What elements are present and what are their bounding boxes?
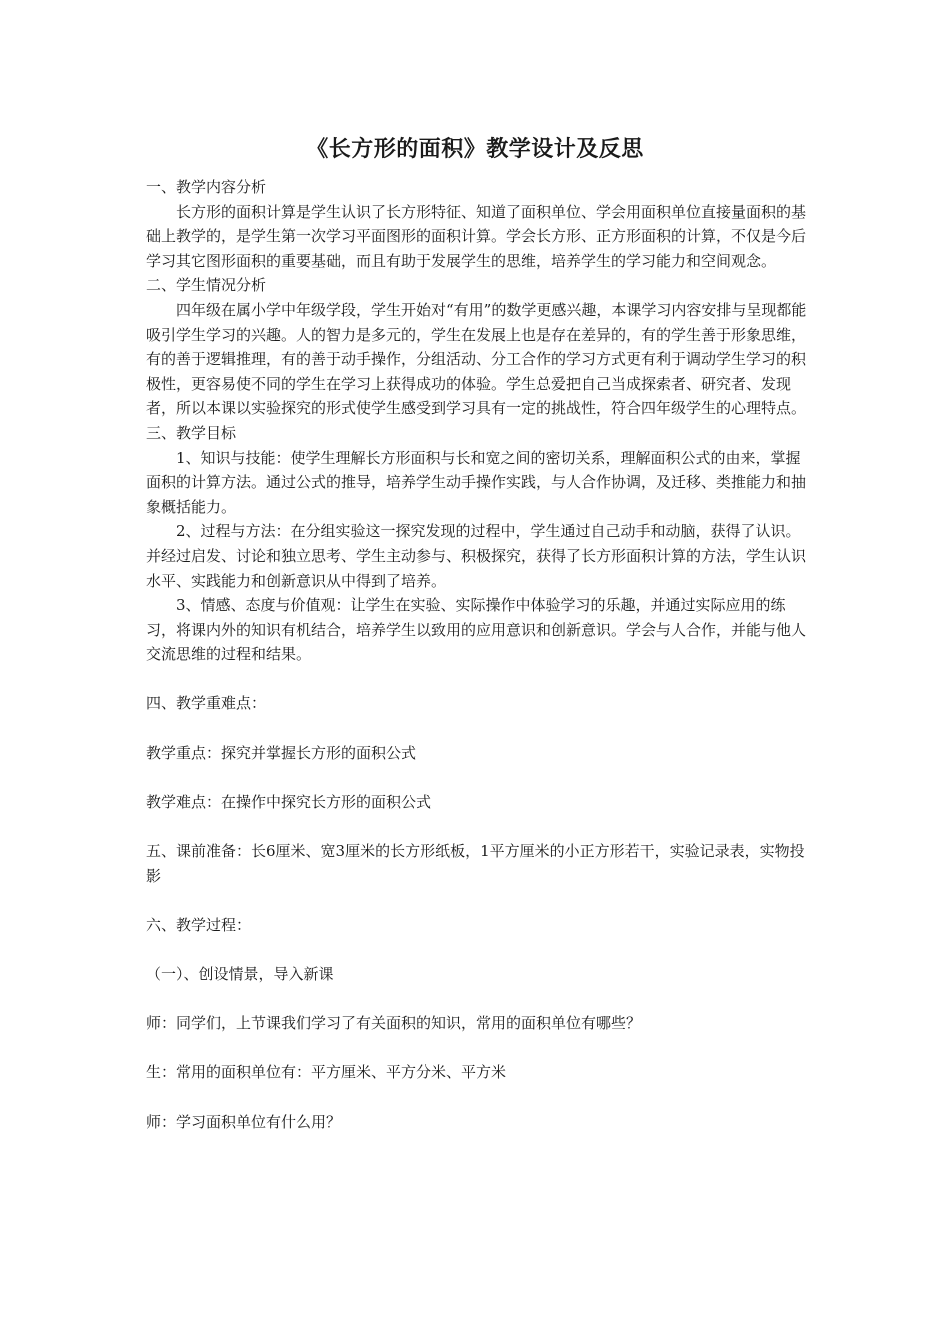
section-heading-student-analysis: 二、学生情况分析 (146, 276, 267, 295)
document-body (146, 175, 812, 1134)
section-heading-content-analysis: 一、教学内容分析 (146, 178, 267, 196)
key-point: 教学重点：探究并掌握长方形的面积公式 (146, 743, 417, 762)
preparation-text: 五、课前准备：长6厘米、宽3厘米的长方形纸板，1平方厘米的小正方形若干，实验记录表，实物投影 (146, 842, 805, 885)
difficult-point: 教学难点：在操作中探究长方形的面积公式 (146, 792, 432, 811)
document-title: 《长方形的面积》教学设计及反思 (306, 136, 644, 162)
process-step-1: （一）、创设情景，导入新课 (146, 965, 334, 983)
dialogue-teacher-2: 师：学习面积单位有什么用？ (146, 1112, 342, 1131)
objective-knowledge-skills: 1、知识与技能：使学生理解长方形面积与长和宽之间的密切关系，理解面积公式的由来，掌握面积的计算方法。通过公式的推导，培养学生动手操作实践，与人合作协调，及迁移、类推能力和抽象概括能力。 (146, 448, 807, 516)
objective-process-methods: 2、过程与方法：在分组实验这一探究发现的过程中，学生通过自己动手和动脑，获得了认识。并经过启发、讨论和独立思考、学生主动参与、积极探究，获得了长方形面积计算的方法，学生认识水平、实践能力和创新意识从中得到了培养。 (146, 522, 807, 590)
section-heading-key-difficult: 四、教学重难点： (146, 694, 267, 713)
section-heading-process: 六、教学过程： (146, 915, 252, 934)
paragraph-content-analysis: 长方形的面积计算是学生认识了长方形特征、知道了面积单位、学会用面积单位直接量面积的基础上教学的，是学生第一次学习平面图形的面积计算。学会长方形、正方形面积的计算，不仅是今后学习其它图形面积的重要基础，而且有助于发展学生的思维，培养学生的学习能力和空间观念。 (146, 202, 807, 270)
section-heading-objectives: 三、教学目标 (146, 423, 237, 442)
objective-emotion-values: 3、情感、态度与价值观：让学生在实验、实际操作中体验学习的乐趣，并通过实际应用的练习，将课内外的知识有机结合，培养学生以致用的应用意识和创新意识。学会与人合作，并能与他人交流思维的过程和结果。 (146, 596, 807, 664)
dialogue-teacher-1: 师：同学们，上节课我们学习了有关面积的知识，常用的面积单位有哪些？ (146, 1014, 642, 1033)
paragraph-student-analysis: 四年级在属小学中年级学段，学生开始对“有用”的数学更感兴趣，本课学习内容安排与呈现都能吸引学生学习的兴趣。人的智力是多元的，学生在发展上也是存在差异的，有的学生善于形象思维，有的善于逻辑推理，有的善于动手操作，分组活动、分工合作的学习方式更有利于调动学生学习的积极性，更容易使不同的学生在学习上获得成功的体验。学生总爱把自己当成探索者、研究者、发现者，所以本课以实验探究的形式使学生感受到学习具有一定的挑战性，符合四年级学生的心理特点。 (146, 300, 807, 418)
dialogue-student-1: 生：常用的面积单位有：平方厘米、平方分米、平方米 (146, 1063, 507, 1082)
